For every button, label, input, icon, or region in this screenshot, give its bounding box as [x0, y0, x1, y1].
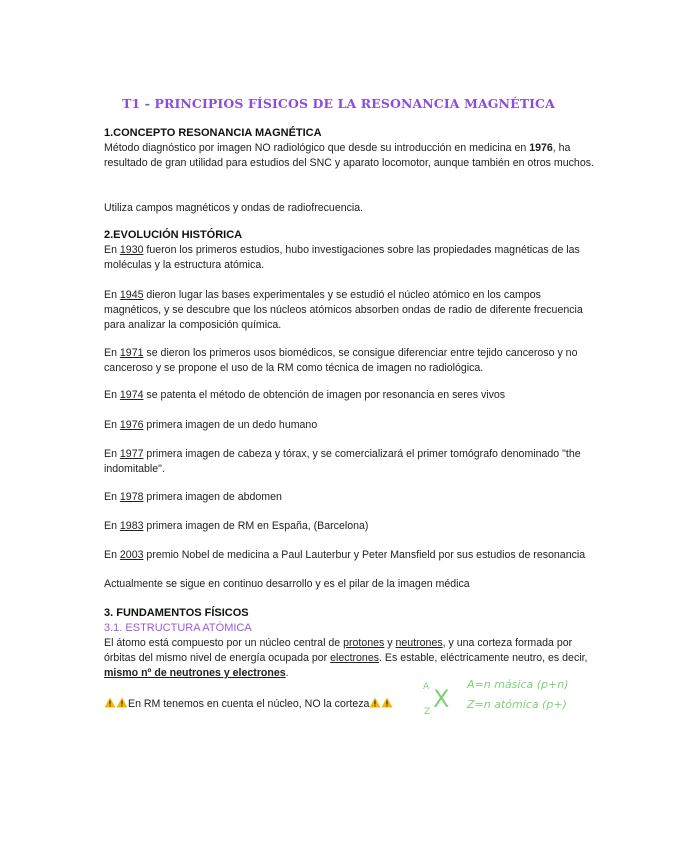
text-span: primera imagen de un dedo humano — [143, 419, 318, 431]
text-span: primera imagen de abdomen — [143, 491, 282, 503]
note-text: En RM tenemos en cuenta el núcleo, NO la corteza — [128, 698, 370, 710]
text-span: El átomo está compuesto por un núcleo central de — [104, 637, 344, 649]
history-item — [104, 288, 594, 333]
history-item — [104, 388, 594, 403]
page-title: T1 - PRINCIPIOS FÍSICOS DE LA RESONANCIA MAGNÉTICA — [122, 96, 555, 111]
year-link: 1974 — [119, 389, 144, 401]
year-link: 1971 — [119, 347, 144, 359]
text-span: En — [104, 389, 120, 401]
year-link: 1983 — [119, 520, 144, 532]
warning-icon — [381, 697, 393, 708]
text-span: y — [384, 637, 396, 649]
text-span: fueron los primeros estudios, hubo investigaciones sobre las propiedades magnéticas de las moléculas y la estructura atómica. — [104, 244, 580, 271]
section-2-heading: 2.EVOLUCIÓN HISTÓRICA — [104, 229, 243, 241]
text-span: se patenta el método de obtención de imagen por resonancia en seres vivos — [143, 389, 506, 401]
text-span: En — [104, 448, 120, 460]
section-1-heading: 1.CONCEPTO RESONANCIA MAGNÉTICA — [104, 127, 322, 139]
text-span: . Es estable, eléctricamente neutro, es decir, — [379, 652, 588, 664]
text-span: se dieron los primeros usos biomédicos, se consigue diferenciar entre tejido canceroso y no canceroso y se propone el uso de la RM como técnica de imagen no radiológica. — [104, 347, 578, 374]
text-span: En — [104, 347, 120, 359]
text-span: dieron lugar las bases experimentales y se estudió el núcleo atómico en los campos magnéticos, y se descubre que los núcleos atómicos absorben ondas de radio de diferente frecuencia para analizar la composición química. — [104, 289, 583, 331]
year-link: 1978 — [119, 491, 144, 503]
protones-term: protones — [343, 637, 385, 649]
text-span: primera imagen de RM en España, (Barcelona) — [143, 520, 369, 532]
text-span: premio Nobel de medicina a Paul Lauterbur y Peter Mansfield por sus estudios de resonancia — [143, 549, 586, 561]
handwritten-x: X — [433, 685, 450, 713]
electrones-term: electrones — [330, 652, 380, 664]
handwritten-line-2: Z=n atómica (p+) — [467, 698, 567, 711]
history-item — [104, 447, 594, 477]
year-link: 1945 — [119, 289, 144, 301]
warning-icon — [369, 697, 381, 708]
section-1-paragraph — [104, 141, 594, 171]
handwritten-a: A — [423, 682, 430, 692]
text-span: En — [104, 244, 120, 256]
section-3-heading: 3. FUNDAMENTOS FÍSICOS — [104, 607, 249, 619]
handwritten-line-1: A=n másica (p+n) — [467, 678, 569, 691]
text-span: , ha resultado de gran utilidad para estudios del SNC y aparato locomotor, aunque también en otros muchos. — [104, 142, 594, 169]
neutrones-term: neutrones — [395, 637, 443, 649]
year-link: 1976 — [119, 419, 144, 431]
warning-icon — [116, 697, 128, 708]
history-closing: Actualmente se sigue en continuo desarrollo y es el pilar de la imagen médica — [104, 578, 470, 590]
year-link: 1930 — [119, 244, 144, 256]
text-span: En — [104, 520, 120, 532]
text-span: En — [104, 491, 120, 503]
nucleus-note — [104, 697, 424, 712]
section-1-paragraph-2: Utiliza campos magnéticos y ondas de radiofrecuencia. — [104, 202, 364, 214]
text-span: primera imagen de cabeza y tórax, y se comercializará el primer tomógrafo denominado "the indomitable". — [104, 448, 581, 475]
history-item — [104, 243, 594, 273]
text-span: En — [104, 289, 120, 301]
text-span: En — [104, 549, 120, 561]
text-span: , y una corteza formada por órbitas del mismo nivel de energía ocupada por — [104, 637, 573, 664]
history-item — [104, 490, 594, 505]
emphasis-text: mismo nº de neutrones y electrones — [104, 667, 286, 679]
history-item — [104, 519, 594, 534]
year-link: 1977 — [119, 448, 144, 460]
text-span: Método diagnóstico por imagen NO radiológico que desde su introducción en medicina en — [104, 142, 530, 154]
atom-paragraph — [104, 636, 594, 681]
section-3-1-subheading: 3.1. ESTRUCTURA ATÓMICA — [104, 622, 252, 634]
text-span: . — [285, 667, 289, 679]
handwritten-z: Z — [424, 707, 431, 717]
year-link: 2003 — [119, 549, 144, 561]
warning-icon — [104, 697, 116, 708]
history-item — [104, 548, 594, 563]
text-span: En — [104, 419, 120, 431]
year-bold: 1976 — [529, 142, 553, 154]
history-item — [104, 418, 594, 433]
history-item — [104, 346, 594, 376]
